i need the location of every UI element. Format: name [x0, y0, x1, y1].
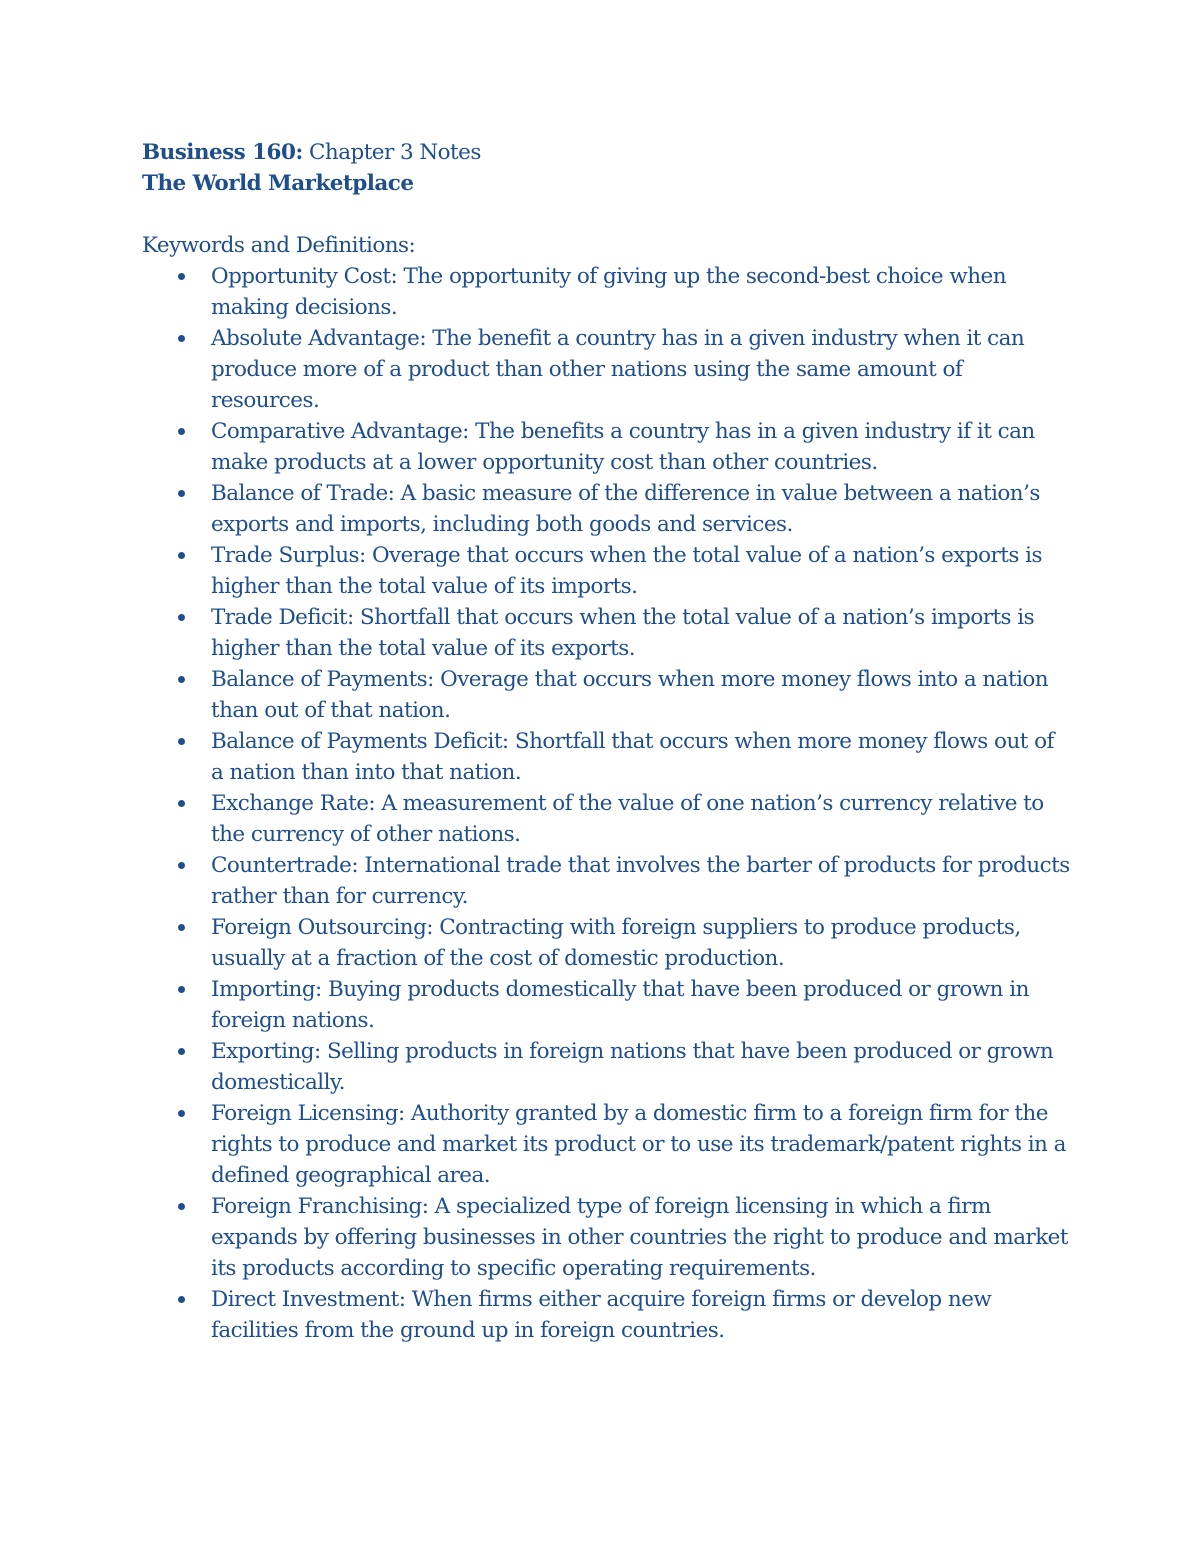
definition-text: Importing: Buying products domestically that have been produced or grown in foreign nations.	[211, 977, 1029, 1033]
definition-item	[142, 1284, 1072, 1346]
document-content	[142, 137, 1072, 1346]
definition-item	[142, 850, 1072, 912]
section-heading: Keywords and Definitions:	[142, 233, 416, 258]
definition-item	[142, 912, 1072, 974]
chapter-label: Chapter 3 Notes	[302, 140, 481, 165]
definition-item	[142, 1191, 1072, 1284]
definition-text: Trade Deficit: Shortfall that occurs when the total value of a nation’s imports is higher than the total value of its exports.	[211, 605, 1035, 661]
definition-item	[142, 1098, 1072, 1191]
bullet-icon	[178, 1048, 185, 1055]
definition-text: Absolute Advantage: The benefit a country has in a given industry when it can produce more of a product than other nations using the same amount of resources.	[211, 326, 1025, 413]
definition-text: Opportunity Cost: The opportunity of giving up the second-best choice when making decisions.	[211, 264, 1006, 320]
definition-text: Foreign Franchising: A specialized type of foreign licensing in which a firm expands by offering businesses in other countries the right to produce and market its products according to specific operating requirements.	[211, 1194, 1068, 1281]
bullet-icon	[178, 924, 185, 931]
document-title	[142, 137, 1072, 168]
definition-item	[142, 602, 1072, 664]
definition-item	[142, 788, 1072, 850]
definition-text: Exporting: Selling products in foreign nations that have been produced or grown domestically.	[211, 1039, 1054, 1095]
definition-text: Trade Surplus: Overage that occurs when the total value of a nation’s exports is higher than the total value of its imports.	[211, 543, 1042, 599]
definition-text: Foreign Licensing: Authority granted by a domestic firm to a foreign firm for the rights to produce and market its product or to use its trademark/patent rights in a defined geographical area.	[211, 1101, 1066, 1188]
definition-item	[142, 416, 1072, 478]
bullet-icon	[178, 738, 185, 745]
bullet-icon	[178, 862, 185, 869]
definition-item	[142, 540, 1072, 602]
bullet-icon	[178, 273, 185, 280]
definition-text: Countertrade: International trade that involves the barter of products for products rather than for currency.	[211, 853, 1070, 909]
definition-list	[142, 261, 1072, 1346]
definition-item	[142, 323, 1072, 416]
bullet-icon	[178, 335, 185, 342]
bullet-icon	[178, 428, 185, 435]
definition-item	[142, 726, 1072, 788]
definition-item	[142, 1036, 1072, 1098]
document-subtitle: The World Marketplace	[142, 171, 414, 196]
definition-text: Balance of Payments: Overage that occurs when more money flows into a nation than out of that nation.	[211, 667, 1049, 723]
bullet-icon	[178, 800, 185, 807]
bullet-icon	[178, 1203, 185, 1210]
definition-item	[142, 664, 1072, 726]
bullet-icon	[178, 1296, 185, 1303]
definition-item	[142, 261, 1072, 323]
bullet-icon	[178, 614, 185, 621]
definition-text: Comparative Advantage: The benefits a country has in a given industry if it can make products at a lower opportunity cost than other countries.	[211, 419, 1035, 475]
bullet-icon	[178, 986, 185, 993]
bullet-icon	[178, 552, 185, 559]
definition-item	[142, 974, 1072, 1036]
course-name: Business 160:	[142, 140, 303, 165]
bullet-icon	[178, 1110, 185, 1117]
definition-text: Balance of Payments Deficit: Shortfall that occurs when more money flows out of a nation than into that nation.	[211, 729, 1054, 785]
bullet-icon	[178, 490, 185, 497]
definition-item	[142, 478, 1072, 540]
definition-text: Direct Investment: When firms either acquire foreign firms or develop new facilities from the ground up in foreign countries.	[211, 1287, 992, 1343]
definition-text: Exchange Rate: A measurement of the value of one nation’s currency relative to the currency of other nations.	[211, 791, 1044, 847]
bullet-icon	[178, 676, 185, 683]
definition-text: Foreign Outsourcing: Contracting with foreign suppliers to produce products, usually at a fraction of the cost of domestic production.	[211, 915, 1021, 971]
definition-text: Balance of Trade: A basic measure of the difference in value between a nation’s exports and imports, including both goods and services.	[211, 481, 1040, 537]
